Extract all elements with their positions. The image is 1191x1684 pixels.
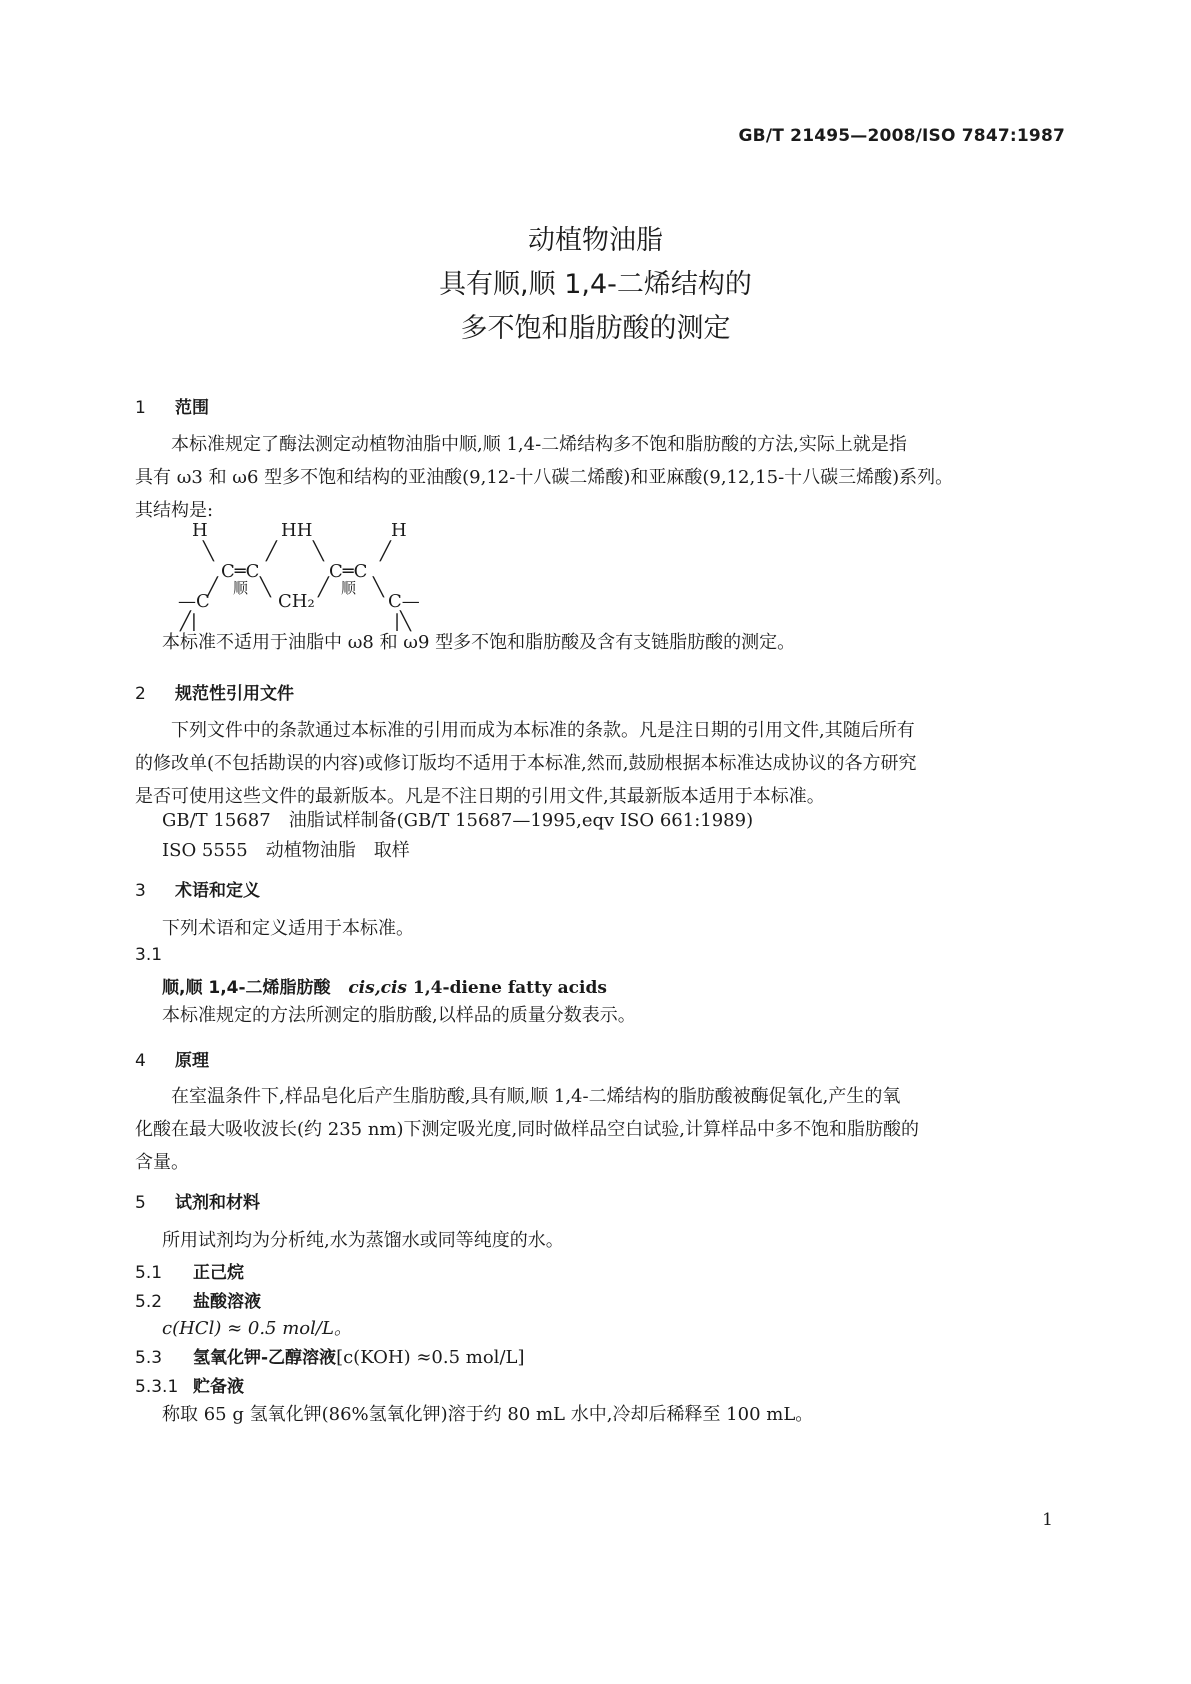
- reference-gb-t-15687: GB/T 15687 油脂试样制备(GB/T 15687—1995,eqv ISO 661:1989): [162, 810, 754, 831]
- section-1-heading: [135, 393, 209, 418]
- hcl-concentration: c(HCl) ≈ 0.5 mol/L。: [162, 1318, 352, 1339]
- section-5-intro: 所用试剂均为分析纯,水为蒸馏水或同等纯度的水。: [162, 1230, 564, 1251]
- bond: |╲: [394, 611, 411, 632]
- section-title: 规范性引用文件: [175, 684, 294, 704]
- section-5-heading: [135, 1188, 260, 1213]
- stock-solution-instructions: 称取 65 g 氢氧化钾(86%氢氧化钾)溶于约 80 mL 水中,冷却后稀释至 100 mL。: [162, 1404, 814, 1425]
- text-line: 具有 ω3 和 ω6 型多不饱和结构的亚油酸(9,12-十八碳二烯酸)和亚麻酸(9,12,15-十八碳三烯酸)系列。: [135, 467, 954, 488]
- bond: ╱: [266, 541, 277, 562]
- text-line: 其结构是:: [135, 500, 214, 521]
- page-number: 1: [1042, 1510, 1053, 1530]
- text-line: 化酸在最大吸收波长(约 235 nm)下测定吸光度,同时做样品空白试验,计算样品中多不饱和脂肪酸的: [135, 1119, 919, 1140]
- bond: ╱|: [180, 611, 197, 632]
- double-bond-left: C═C: [221, 561, 260, 582]
- section-4-paragraph: [135, 1080, 1060, 1179]
- section-number: 3: [135, 881, 146, 901]
- subsection-label: 正己烷: [193, 1263, 244, 1283]
- double-bond-right: C═C: [329, 561, 368, 582]
- reference-iso-5555: ISO 5555 动植物油脂 取样: [162, 840, 410, 861]
- section-3-heading: [135, 876, 260, 901]
- cis-label-left: 顺: [233, 579, 249, 597]
- text-line: 在室温条件下,样品皂化后产生脂肪酸,具有顺,顺 1,4-二烯结构的脂肪酸被酶促氧化,产生的氧: [171, 1086, 901, 1107]
- subsection-number: 5.3.1: [135, 1377, 179, 1397]
- text-line: 本标准规定了酶法测定动植物油脂中顺,顺 1,4-二烯结构多不饱和脂肪酸的方法,实际上就是指: [171, 434, 907, 455]
- title-line-1: 动植物油脂: [528, 225, 663, 256]
- title-line-3: 多不饱和脂肪酸的测定: [460, 313, 731, 344]
- section-2-heading: [135, 679, 294, 704]
- section-number: 4: [135, 1051, 146, 1071]
- section-3-intro: 下列术语和定义适用于本标准。: [162, 918, 414, 939]
- section-title: 术语和定义: [175, 881, 260, 901]
- section-number: 5: [135, 1193, 146, 1213]
- term-english: 1,4-diene fatty acids: [407, 978, 607, 998]
- text-line: 下列文件中的条款通过本标准的引用而成为本标准的条款。凡是注日期的引用文件,其随后所有: [171, 720, 915, 741]
- methylene: CH₂: [278, 591, 315, 612]
- text-line: 是否可使用这些文件的最新版本。凡是不注日期的引用文件,其最新版本适用于本标准。: [135, 786, 825, 807]
- section-1-paragraph: [135, 428, 1060, 527]
- bond: ╲: [373, 577, 384, 598]
- subsection-5-3-1: [135, 1372, 244, 1397]
- subsection-number: 5.1: [135, 1263, 163, 1283]
- section-1-exclusion: 本标准不适用于油脂中 ω8 和 ω9 型多不饱和脂肪酸及含有支链脂肪酸的测定。: [162, 632, 796, 653]
- section-title: 范围: [175, 398, 209, 418]
- section-2-paragraph: [135, 714, 1060, 813]
- subsection-5-3: [135, 1343, 524, 1368]
- carbon-right: C—: [388, 591, 420, 612]
- standard-code: GB/T 21495—2008/ISO 7847:1987: [738, 126, 1065, 146]
- chemical-structure: [178, 520, 478, 683]
- bond: ╲: [203, 541, 214, 562]
- atom-h-right: H: [391, 520, 407, 541]
- text-line: 含量。: [135, 1152, 189, 1173]
- subsection-number: 5.3: [135, 1348, 163, 1368]
- cis-label-right: 顺: [341, 579, 357, 597]
- subsection-number: 5.2: [135, 1292, 163, 1312]
- bond: ╲: [260, 577, 271, 598]
- title-line-2: 具有顺,顺 1,4-二烯结构的: [439, 269, 752, 300]
- atom-hh-mid: HH: [281, 520, 313, 541]
- subsection-5-2: [135, 1287, 261, 1312]
- koh-concentration: [c(KOH) ≈0.5 mol/L]: [336, 1347, 525, 1368]
- subsection-3-1: [135, 945, 162, 965]
- bond: ╱: [380, 541, 391, 562]
- section-title: 试剂和材料: [175, 1193, 260, 1213]
- term-chinese: 顺,顺 1,4-二烯脂肪酸: [162, 978, 331, 998]
- subsection-number: 3.1: [135, 945, 163, 965]
- subsection-label: 盐酸溶液: [193, 1292, 261, 1312]
- atom-h-left: H: [192, 520, 208, 541]
- subsection-label: 氢氧化钾-乙醇溶液: [193, 1348, 337, 1368]
- bond: ╱: [207, 577, 218, 598]
- bond: ╱: [318, 577, 329, 598]
- subsection-5-1: [135, 1258, 244, 1283]
- section-4-heading: [135, 1046, 209, 1071]
- bond: ╲: [313, 541, 324, 562]
- term-heading: [162, 973, 607, 998]
- section-number: 2: [135, 684, 146, 704]
- subsection-label: 贮备液: [193, 1377, 244, 1397]
- carbon-left: —C: [178, 591, 210, 612]
- text-line: 的修改单(不包括勘误的内容)或修订版均不适用于本标准,然而,鼓励根据本标准达成协议的各方研究: [135, 753, 917, 774]
- section-title: 原理: [175, 1051, 209, 1071]
- term-english-italic: cis,cis: [348, 978, 408, 998]
- section-number: 1: [135, 398, 146, 418]
- term-definition: 本标准规定的方法所测定的脂肪酸,以样品的质量分数表示。: [162, 1005, 636, 1026]
